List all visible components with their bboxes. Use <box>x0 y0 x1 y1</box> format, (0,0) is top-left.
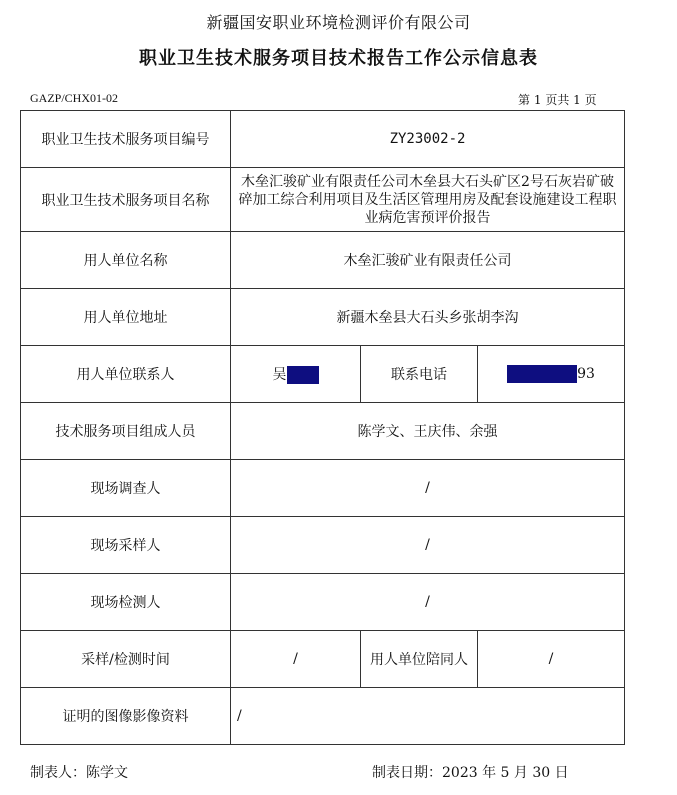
footer-maker: 制表人：陈学文 <box>30 765 128 781</box>
images-label: 证明的图像影像资料 <box>21 688 231 745</box>
footer-date: 制表日期：2023 年 5 月 30 日 <box>372 765 569 781</box>
employer-label: 用人单位名称 <box>21 232 231 289</box>
row-testing <box>21 574 625 631</box>
document-title: 职业卫生技术服务项目技术报告工作公示信息表 <box>139 48 538 69</box>
sampling-label: 现场采样人 <box>21 517 231 574</box>
row-employer <box>21 232 625 289</box>
redaction-block <box>507 365 577 383</box>
phone-visible: 93 <box>577 366 595 382</box>
page-mid: 页共 <box>545 93 570 107</box>
page-suffix: 页 <box>584 93 597 107</box>
page-total: 1 <box>573 93 581 107</box>
project-no-label: 职业卫生技术服务项目编号 <box>21 111 231 168</box>
time-label: 采样/检测时间 <box>21 631 231 688</box>
images-value: / <box>231 688 625 745</box>
page-indicator <box>518 91 597 108</box>
sampling-value: / <box>231 517 625 574</box>
testing-value: / <box>231 574 625 631</box>
company-name: 新疆国安职业环境检测评价有限公司 <box>206 13 471 32</box>
row-project-name <box>21 168 625 232</box>
testing-label: 现场检测人 <box>21 574 231 631</box>
project-name-value: 木垒汇骏矿业有限责任公司木垒县大石头矿区2号石灰岩矿破碎加工综合利用项目及生活区管理用房及配套设施建设工程职业病危害预评价报告 <box>231 168 625 232</box>
row-members <box>21 403 625 460</box>
document-code: GAZP/CHX01-02 <box>30 91 119 105</box>
redaction-block <box>287 366 319 384</box>
project-name-label: 职业卫生技术服务项目名称 <box>21 168 231 232</box>
info-table <box>20 110 625 745</box>
row-sampling <box>21 517 625 574</box>
members-label: 技术服务项目组成人员 <box>21 403 231 460</box>
employer-value: 木垒汇骏矿业有限责任公司 <box>231 232 625 289</box>
contact-value <box>231 346 361 403</box>
escort-value: / <box>478 631 625 688</box>
survey-label: 现场调查人 <box>21 460 231 517</box>
phone-label: 联系电话 <box>361 346 478 403</box>
row-time <box>21 631 625 688</box>
row-images <box>21 688 625 745</box>
escort-label: 用人单位陪同人 <box>361 631 478 688</box>
phone-value <box>478 346 625 403</box>
row-address <box>21 289 625 346</box>
address-value: 新疆木垒县大石头乡张胡李沟 <box>231 289 625 346</box>
row-contact <box>21 346 625 403</box>
row-project-no <box>21 111 625 168</box>
address-label: 用人单位地址 <box>21 289 231 346</box>
contact-name-visible: 吴 <box>272 367 287 383</box>
contact-label: 用人单位联系人 <box>21 346 231 403</box>
time-value: / <box>231 631 361 688</box>
project-no-value: ZY23002-2 <box>231 111 625 168</box>
survey-value: / <box>231 460 625 517</box>
row-survey <box>21 460 625 517</box>
page-prefix: 第 <box>518 93 531 107</box>
page-current: 1 <box>533 93 542 107</box>
members-value: 陈学文、王庆伟、余强 <box>231 403 625 460</box>
